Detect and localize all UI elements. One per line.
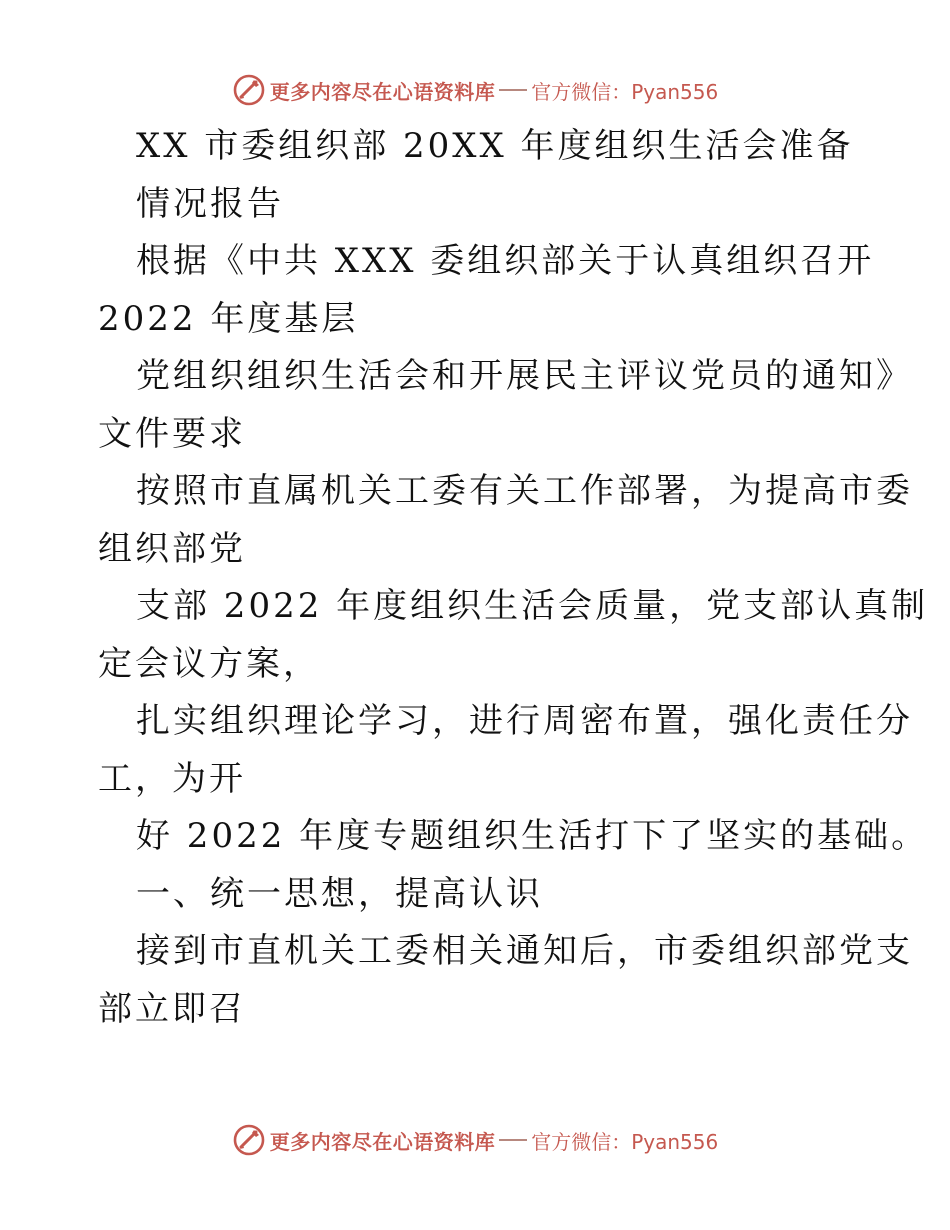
banner-brand-text: 更多内容尽在心语资料库 bbox=[269, 1129, 496, 1154]
paragraph-line: 定会议方案， bbox=[98, 643, 320, 684]
banner-separator bbox=[499, 89, 527, 91]
document-body bbox=[98, 118, 929, 1038]
banner-brand-text: 更多内容尽在心语资料库 bbox=[269, 79, 496, 104]
paragraph-line: 好 2022 年度专题组织生活打下了坚实的基础。 bbox=[136, 816, 929, 856]
banner-separator bbox=[499, 1139, 527, 1141]
banner-contact-text: 官方微信：Pyan556 bbox=[531, 1129, 719, 1154]
paragraph-line: 支部 2022 年度组织生活会质量，党支部认真制 bbox=[136, 586, 929, 626]
footer-banner bbox=[0, 1120, 950, 1160]
paragraph-line: 部立即召 bbox=[98, 988, 246, 1029]
paragraph-line: 组织部党 bbox=[98, 528, 246, 569]
paragraph-line: 扎实组织理论学习，进行周密布置，强化责任分 bbox=[136, 701, 913, 741]
seal-logo-icon bbox=[232, 73, 266, 107]
paragraph-line: 根据《中共 XXX 委组织部关于认真组织召开 bbox=[136, 241, 875, 281]
paragraph-line: 2022 年度基层 bbox=[98, 298, 359, 339]
paragraph-line: 接到市直机关工委相关通知后，市委组织部党支 bbox=[136, 931, 913, 971]
header-banner bbox=[0, 70, 950, 110]
paragraph-line: 文件要求 bbox=[98, 413, 246, 454]
paragraph-line: 党组织组织生活会和开展民主评议党员的通知》 bbox=[136, 356, 913, 396]
doc-title-line-2: 情况报告 bbox=[136, 183, 284, 224]
paragraph-line: 按照市直属机关工委有关工作部署，为提高市委 bbox=[136, 471, 913, 511]
paragraph-line: 工，为开 bbox=[98, 758, 246, 799]
banner-contact-text: 官方微信：Pyan556 bbox=[531, 79, 719, 104]
doc-title-line-1: XX 市委组织部 20XX 年度组织生活会准备 bbox=[136, 126, 854, 166]
section-heading: 一、统一思想，提高认识 bbox=[136, 873, 543, 914]
seal-logo-icon bbox=[232, 1123, 266, 1157]
